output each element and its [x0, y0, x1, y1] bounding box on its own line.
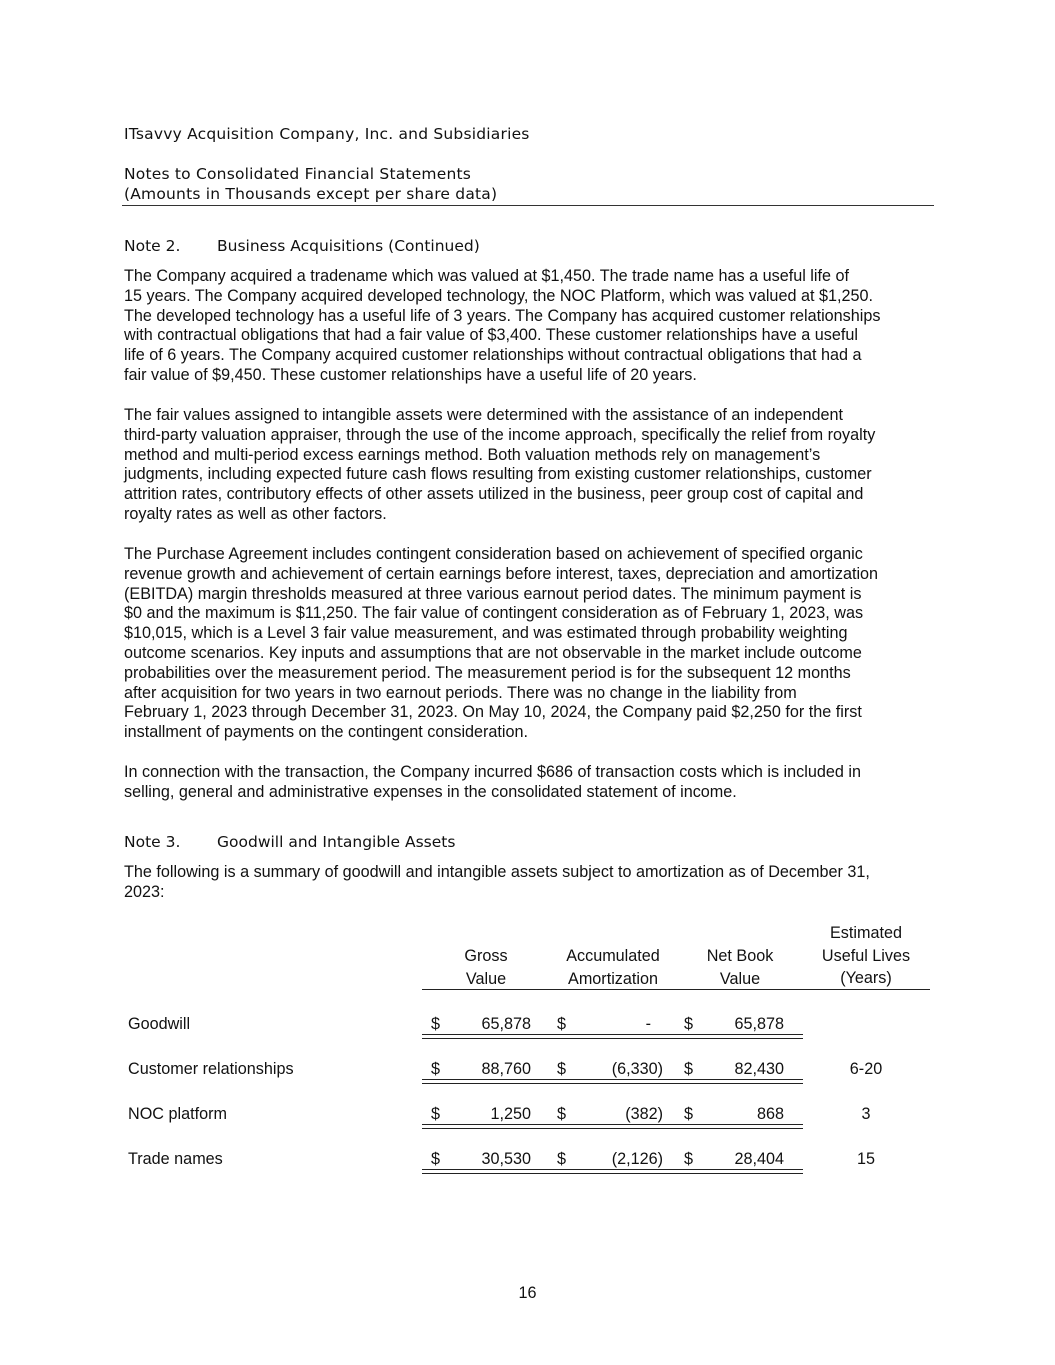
- dollar-sign: $: [684, 1015, 694, 1033]
- note3-title: Goodwill and Intangible Assets: [217, 833, 456, 851]
- text-line: royalty rates as well as other factors.: [124, 504, 387, 523]
- text-line: (EBITDA) margin thresholds measured at three various earnout period dates. The minimum payment is: [124, 584, 862, 603]
- text-line: The developed technology has a useful life of 3 years. The Company has acquired customer relationships: [124, 306, 881, 325]
- row-label-noc-platform: NOC platform: [128, 1105, 227, 1123]
- cell-net-book-value: 65,878: [734, 1015, 784, 1033]
- double-underline: [422, 1079, 803, 1084]
- header-line: Value: [465, 969, 507, 988]
- note3-heading: [124, 833, 455, 851]
- double-underline: [422, 1034, 803, 1039]
- dollar-sign: $: [431, 1105, 441, 1123]
- text-line: outcome scenarios. Key inputs and assumptions that are not observable in the market include outcome: [124, 643, 862, 662]
- note2-paragraph-3: [124, 545, 939, 743]
- cell-gross-value: 88,760: [481, 1060, 531, 1078]
- text-line: The Purchase Agreement includes contingent consideration based on achievement of specified organic: [124, 545, 863, 563]
- col-header-accumulated: [553, 945, 673, 990]
- statement-title: Notes to Consolidated Financial Statements: [124, 165, 472, 183]
- dollar-sign: $: [557, 1105, 567, 1123]
- header-line: Accumulated: [566, 947, 660, 965]
- cell-accumulated-amortization: (6,330): [611, 1060, 663, 1078]
- cell-net-book-value: 868: [756, 1105, 784, 1123]
- dollar-sign: $: [431, 1150, 441, 1168]
- row-label-trade-names: Trade names: [128, 1150, 223, 1168]
- text-line: The following is a summary of goodwill and intangible assets subject to amortization as of December 31,: [124, 863, 870, 881]
- double-underline: [422, 1124, 803, 1129]
- note2-paragraph-1: [124, 267, 939, 386]
- text-line: attrition rates, contributory effects of other assets utilized in the business, peer group cost of capital and: [124, 485, 864, 504]
- text-line: after acquisition for two years in two earnout periods. There was no change in the liability from: [124, 683, 797, 702]
- header-line: Estimated: [830, 924, 902, 942]
- table-header-rule: [422, 989, 930, 990]
- dollar-sign: $: [431, 1015, 441, 1033]
- double-underline: [422, 1169, 803, 1174]
- text-line: revenue growth and achievement of certain earnings before interest, taxes, depreciation and amortization: [124, 564, 879, 583]
- text-line: selling, general and administrative expenses in the consolidated statement of income.: [124, 782, 737, 801]
- cell-accumulated-amortization: -: [645, 1015, 651, 1033]
- header-line: Net Book: [706, 947, 774, 965]
- note2-paragraph-4: [124, 763, 939, 803]
- dollar-sign: $: [684, 1150, 694, 1168]
- dollar-sign: $: [557, 1150, 567, 1168]
- col-header-gross: [446, 945, 526, 990]
- note2-heading: [124, 237, 480, 255]
- text-line: The fair values assigned to intangible assets were determined with the assistance of an independent: [124, 406, 843, 424]
- row-label-goodwill: Goodwill: [128, 1015, 191, 1033]
- header-line: Useful Lives: [821, 946, 911, 965]
- header-line: (Years): [840, 969, 892, 987]
- note2-title: Business Acquisitions (Continued): [217, 237, 480, 255]
- cell-gross-value: 1,250: [490, 1105, 531, 1123]
- cell-net-book-value: 28,404: [734, 1150, 784, 1168]
- cell-accumulated-amortization: (382): [625, 1105, 663, 1123]
- text-line: 2023:: [124, 882, 165, 901]
- header-rule: [122, 205, 934, 206]
- cell-useful-life: 3: [861, 1105, 871, 1123]
- cell-accumulated-amortization: (2,126): [611, 1150, 663, 1168]
- text-line: installment of payments on the contingent consideration.: [124, 723, 529, 742]
- text-line: The Company acquired a tradename which was valued at $1,450. The trade name has a useful life of: [124, 267, 849, 285]
- text-line: $0 and the maximum is $11,250. The fair value of contingent consideration as of February 1, 2023, was: [124, 604, 864, 623]
- col-header-useful-lives: [806, 922, 926, 990]
- cell-gross-value: 65,878: [481, 1015, 531, 1033]
- text-line: third-party valuation appraiser, through the use of the income approach, specifically the relief from royalty: [124, 425, 876, 444]
- text-line: life of 6 years. The Company acquired customer relationships without contractual obligations that had a: [124, 346, 862, 365]
- note2-paragraph-2: [124, 406, 939, 525]
- header-line: Value: [719, 969, 761, 988]
- text-line: February 1, 2023 through December 31, 2023. On May 10, 2024, the Company paid $2,250 for the first: [124, 703, 862, 722]
- header-line: Gross: [464, 947, 508, 965]
- cell-useful-life: 15: [856, 1150, 875, 1168]
- text-line: fair value of $9,450. These customer relationships have a useful life of 20 years.: [124, 365, 697, 384]
- amounts-note: (Amounts in Thousands except per share data): [124, 185, 498, 203]
- text-line: In connection with the transaction, the Company incurred $686 of transaction costs which is included in: [124, 763, 861, 781]
- note2-number: Note 2.: [124, 237, 181, 255]
- cell-useful-life: 6-20: [849, 1060, 883, 1078]
- company-name: ITsavvy Acquisition Company, Inc. and Subsidiaries: [124, 125, 530, 143]
- text-line: $10,015, which is a Level 3 fair value measurement, and was estimated through probability weighting: [124, 624, 848, 643]
- row-label-customer-relationships: Customer relationships: [128, 1060, 294, 1078]
- page-number: 16: [518, 1284, 537, 1302]
- note3-number: Note 3.: [124, 833, 181, 851]
- cell-net-book-value: 82,430: [734, 1060, 784, 1078]
- dollar-sign: $: [684, 1105, 694, 1123]
- cell-gross-value: 30,530: [481, 1150, 531, 1168]
- col-header-net-book: [690, 945, 790, 990]
- dollar-sign: $: [557, 1060, 567, 1078]
- dollar-sign: $: [431, 1060, 441, 1078]
- dollar-sign: $: [684, 1060, 694, 1078]
- note3-intro: [124, 863, 939, 903]
- text-line: with contractual obligations that had a fair value of $3,400. These customer relationships have a useful: [124, 326, 858, 345]
- text-line: judgments, including expected future cash flows resulting from existing customer relationships, customer: [124, 465, 872, 484]
- dollar-sign: $: [557, 1015, 567, 1033]
- header-line: Amortization: [568, 969, 658, 988]
- text-line: probabilities over the measurement period. The measurement period is for the subsequent 12 months: [124, 663, 851, 682]
- text-line: method and multi-period excess earnings method. Both valuation methods rely on management’s: [124, 445, 821, 464]
- text-line: 15 years. The Company acquired developed technology, the NOC Platform, which was valued at $1,250.: [124, 286, 873, 305]
